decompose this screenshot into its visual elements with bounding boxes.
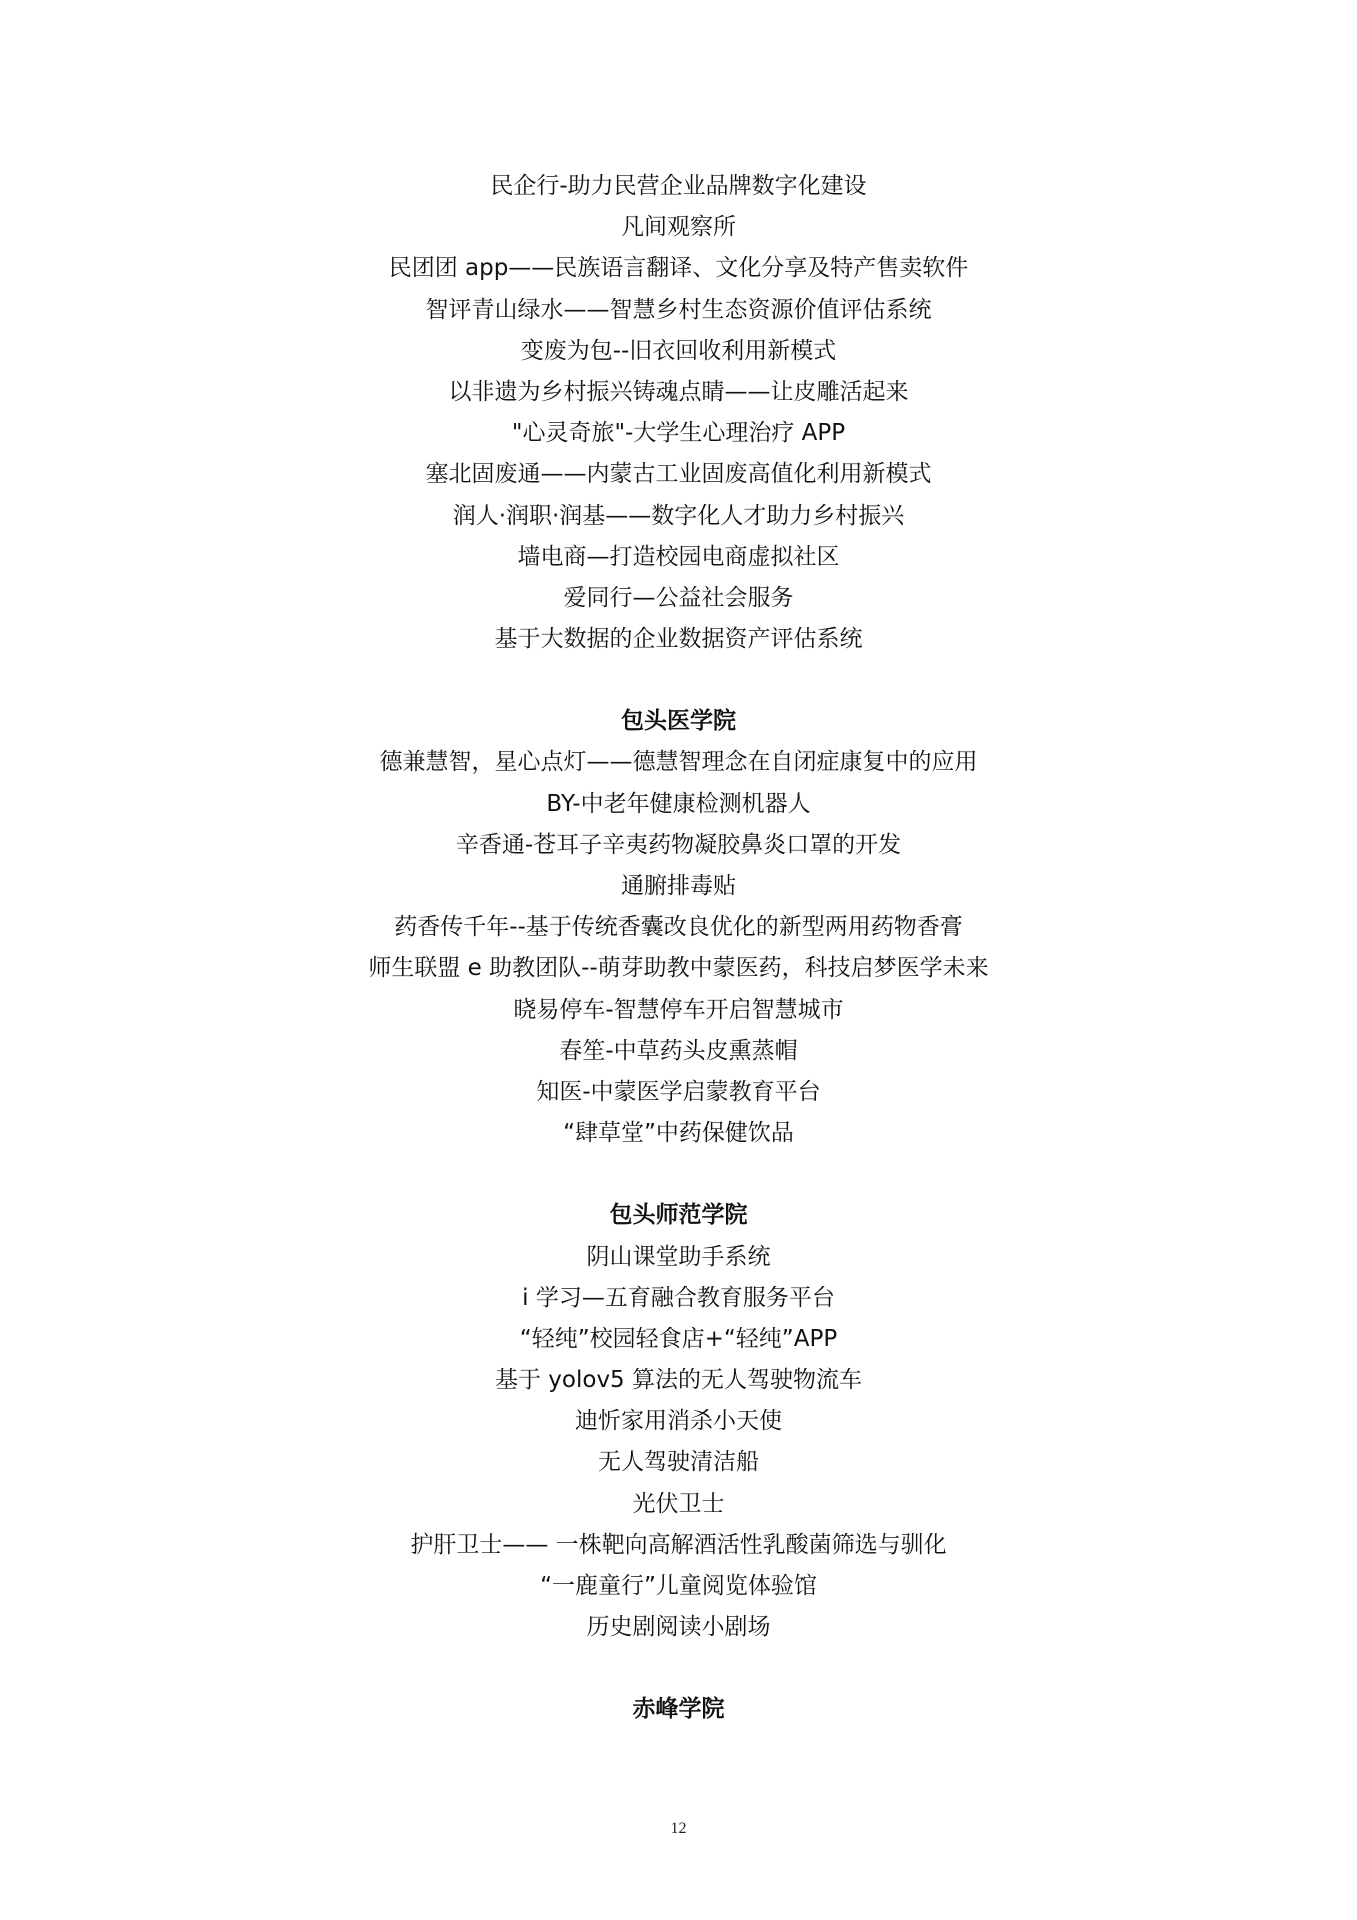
list-item: 晓易停车-智慧停车开启智慧城市 xyxy=(513,996,844,1023)
list-item: 师生联盟 e 助教团队--萌芽助教中蒙医药，科技启梦医学未来 xyxy=(368,955,989,982)
project-list-content xyxy=(0,166,1357,1731)
project-list xyxy=(0,1237,1357,1649)
list-item: 智评青山绿水——智慧乡村生态资源价值评估系统 xyxy=(425,296,932,323)
section-continued xyxy=(0,166,1357,660)
list-item: 德兼慧智，星心点灯——德慧智理念在自闭症康复中的应用 xyxy=(379,749,978,776)
list-item: BY-中老年健康检测机器人 xyxy=(546,790,811,817)
project-list xyxy=(0,742,1357,1154)
page-number: 12 xyxy=(670,1820,687,1837)
section-chifeng-university xyxy=(0,1689,1357,1730)
list-item: 凡间观察所 xyxy=(621,214,736,241)
list-item: 护肝卫士—— 一株靶向高解酒活性乳酸菌筛选与驯化 xyxy=(410,1531,947,1558)
list-item: 基于 yolov5 算法的无人驾驶物流车 xyxy=(494,1367,862,1394)
list-item: 爱同行—公益社会服务 xyxy=(563,584,794,611)
list-item: 民团团 app——民族语言翻译、文化分享及特产售卖软件 xyxy=(388,255,969,282)
list-item: 通腑排毒贴 xyxy=(621,873,736,899)
list-item: 春笙-中草药头皮熏蒸帽 xyxy=(559,1037,798,1064)
list-item: “肆草堂”中药保健饮品 xyxy=(563,1120,794,1147)
list-item: 润人·润职·润基——数字化人才助力乡村振兴 xyxy=(452,502,905,529)
section-baotou-teachers-college xyxy=(0,1195,1357,1648)
list-item: 光伏卫士 xyxy=(632,1490,725,1517)
list-item: “轻纯”校园轻食店+“轻纯”APP xyxy=(519,1325,838,1352)
list-item: 迪忻家用消杀小天使 xyxy=(575,1408,782,1435)
list-item: 知医-中蒙医学启蒙教育平台 xyxy=(536,1078,821,1105)
list-item: i 学习—五育融合教育服务平台 xyxy=(522,1284,835,1311)
list-item: 塞北固废通——内蒙古工业固废高值化利用新模式 xyxy=(425,461,932,488)
section-heading: 赤峰学院 xyxy=(632,1696,725,1723)
list-item: 以非遗为乡村振兴铸魂点睛——让皮雕活起来 xyxy=(448,378,909,405)
list-item: 墙电商—打造校园电商虚拟社区 xyxy=(517,543,840,570)
list-item: 民企行-助力民营企业品牌数字化建设 xyxy=(490,173,867,199)
section-heading: 包头医学院 xyxy=(621,708,736,735)
section-baotou-medical-college xyxy=(0,701,1357,1154)
list-item: 变废为包--旧衣回收利用新模式 xyxy=(520,337,837,364)
list-item: 历史剧阅读小剧场 xyxy=(586,1614,771,1641)
list-item: "心灵奇旅"-大学生心理治疗 APP xyxy=(511,420,846,447)
list-item: 基于大数据的企业数据资产评估系统 xyxy=(494,626,863,653)
project-list xyxy=(0,166,1357,660)
list-item: 药香传千年--基于传统香囊改良优化的新型两用药物香膏 xyxy=(394,914,963,941)
list-item: 阴山课堂助手系统 xyxy=(586,1243,771,1270)
list-item: 辛香通-苍耳子辛夷药物凝胶鼻炎口罩的开发 xyxy=(455,831,902,858)
section-heading: 包头师范学院 xyxy=(609,1202,748,1229)
list-item: 无人驾驶清洁船 xyxy=(598,1449,759,1476)
list-item: “一鹿童行”儿童阅览体验馆 xyxy=(540,1573,817,1599)
